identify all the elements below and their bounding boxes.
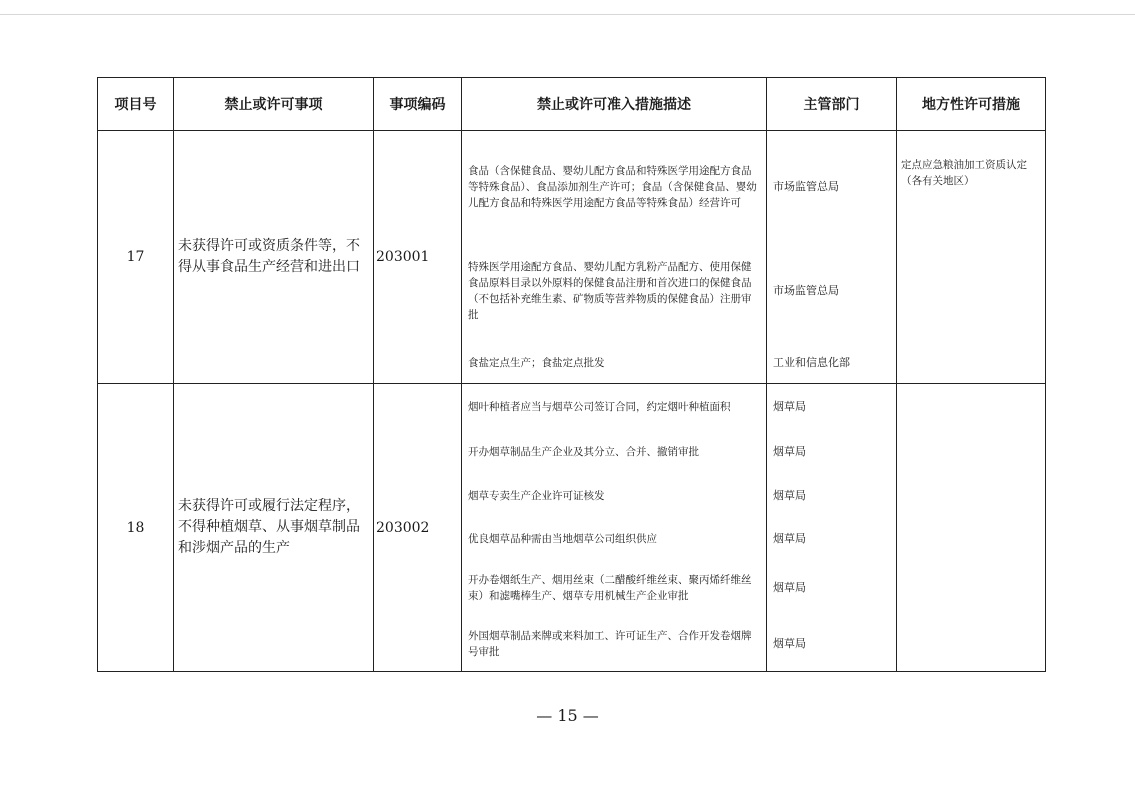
department-text: 市场监管总局 bbox=[773, 284, 839, 297]
row-departments bbox=[767, 131, 897, 384]
row-measures bbox=[462, 131, 767, 384]
department-text: 烟草局 bbox=[773, 532, 806, 545]
measure-text: 烟叶种植者应当与烟草公司签订合同，约定烟叶种植面积 bbox=[468, 401, 731, 413]
table-row bbox=[98, 384, 1046, 672]
measure-text: 外国烟草制品来牌或来料加工、许可证生产、合作开发卷烟牌号审批 bbox=[468, 629, 752, 658]
department-text: 烟草局 bbox=[773, 581, 806, 594]
measure-text: 开办烟草制品生产企业及其分立、合并、撤销审批 bbox=[468, 446, 699, 458]
header-local-measure: 地方性许可措施 bbox=[897, 78, 1046, 131]
page-top-edge bbox=[0, 0, 1135, 15]
measure-text: 烟草专卖生产企业许可证核发 bbox=[468, 490, 605, 502]
measure-text: 特殊医学用途配方食品、婴幼儿配方乳粉产品配方、使用保健食品原料目录以外原料的保健食品注册和首次进口的保健食品（不包括补充维生素、矿物质等营养物质的保健食品）注册审批 bbox=[468, 261, 752, 321]
header-item-name: 禁止或许可事项 bbox=[174, 78, 374, 131]
measure-text: 食盐定点生产；食盐定点批发 bbox=[468, 357, 605, 369]
measure-text: 食品（含保健食品、婴幼儿配方食品和特殊医学用途配方食品等特殊食品）、食品添加剂生产许可；食品（含保健食品、婴幼儿配方食品和特殊医学用途配方食品等特殊食品）经营许可 bbox=[468, 165, 757, 209]
row-measures bbox=[462, 384, 767, 672]
measure-text: 优良烟草品种需由当地烟草公司组织供应 bbox=[468, 533, 657, 545]
header-department: 主管部门 bbox=[767, 78, 897, 131]
department-text: 烟草局 bbox=[773, 636, 806, 650]
row-local-measure bbox=[897, 384, 1046, 672]
permit-table bbox=[97, 77, 1046, 672]
header-item-number: 项目号 bbox=[98, 78, 174, 131]
row-item-code: 203002 bbox=[374, 384, 462, 672]
row-number: 17 bbox=[98, 131, 174, 384]
header-measure-description: 禁止或许可准入措施描述 bbox=[462, 78, 767, 131]
row-item-code: 203001 bbox=[374, 131, 462, 384]
department-text: 烟草局 bbox=[773, 400, 806, 413]
row-item-name: 未获得许可或履行法定程序，不得种植烟草、从事烟草制品和涉烟产品的生产 bbox=[174, 384, 374, 672]
department-text: 市场监管总局 bbox=[773, 180, 839, 193]
page-number: — 15 — bbox=[536, 706, 599, 725]
department-text: 烟草局 bbox=[773, 445, 806, 458]
table-header-row bbox=[98, 78, 1046, 131]
header-item-code: 事项编码 bbox=[374, 78, 462, 131]
department-text: 烟草局 bbox=[773, 489, 806, 502]
row-item-name: 未获得许可或资质条件等，不得从事食品生产经营和进出口 bbox=[174, 131, 374, 384]
row-number: 18 bbox=[98, 384, 174, 672]
department-text: 工业和信息化部 bbox=[773, 356, 850, 369]
row-departments bbox=[767, 384, 897, 672]
table-row bbox=[98, 131, 1046, 384]
measure-text: 开办卷烟纸生产、烟用丝束（二醋酸纤维丝束、聚丙烯纤维丝束）和滤嘴棒生产、烟草专用机械生产企业审批 bbox=[468, 574, 752, 602]
row-local-measure: 定点应急粮油加工资质认定（各有关地区） bbox=[897, 131, 1046, 384]
